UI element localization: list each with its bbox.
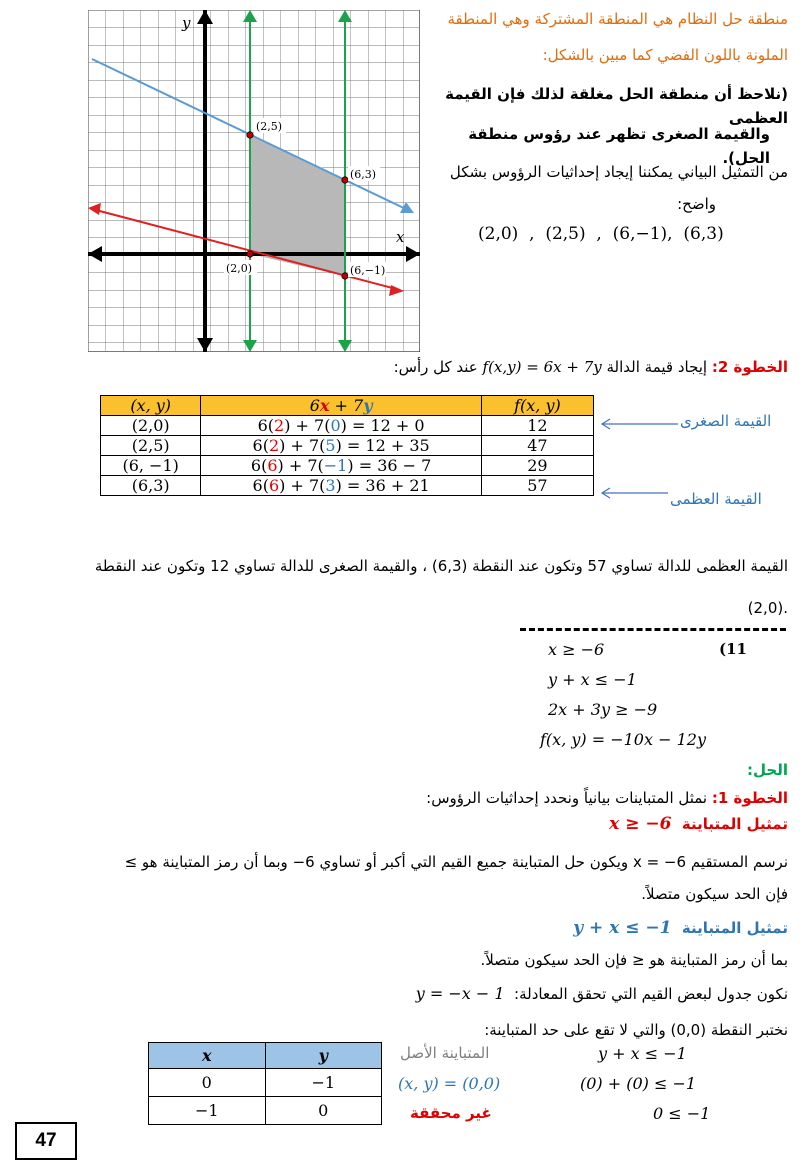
max-arrow-icon: [598, 487, 668, 499]
table-row: [149, 1097, 382, 1125]
false-inequality: 0 ≤ −1: [653, 1104, 711, 1123]
feasible-region-graph: [88, 10, 420, 352]
vertex-label: (6,3): [350, 168, 377, 181]
xy-values-table: [148, 1042, 382, 1125]
intro-text-1: من التمثيل البياني يمكننا إيجاد إحداثيات الرؤوس بشكل: [449, 163, 788, 181]
substitution-inequality: (0) + (0) ≤ −1: [580, 1074, 697, 1093]
table-row: [101, 416, 594, 436]
objective-function: f(x, y) = −10x − 12y: [540, 730, 706, 749]
constraint-1: x ≥ −6: [548, 640, 605, 659]
separator-dashed: [520, 628, 786, 631]
xy-header-y: y: [265, 1043, 382, 1069]
cell-point: (2,0): [101, 416, 201, 436]
col-header-value: f(x, y): [481, 396, 593, 416]
xy-cell: 0: [265, 1097, 382, 1125]
vertex-label: (6,−1): [350, 264, 386, 277]
cell-expression: 6(6) + 7(3) = 36 + 21: [201, 476, 482, 496]
ineq2-math: y + x ≤ −1: [573, 918, 672, 938]
cell-expression: 6(6) + 7(−1) = 36 − 7: [201, 456, 482, 476]
col-header-expression: 6x + 7y: [201, 396, 482, 416]
ineq2-equation: y = −x − 1: [415, 984, 505, 1003]
vertex-values-table: [100, 395, 594, 496]
original-inequality: y + x ≤ −1: [598, 1044, 687, 1063]
min-arrow-icon: [598, 418, 678, 430]
xy-cell: 0: [149, 1069, 266, 1097]
ineq1-text-2: فإن الحد سيكون متصلاً.: [641, 885, 788, 903]
vertices-list: (2,0) , (2,5) , (6,−1), (6,3): [478, 224, 724, 244]
cell-expression: 6(2) + 7(5) = 12 + 35: [201, 436, 482, 456]
test-point-text: نختبر النقطة (0,0) والتي لا تقع على حد المتباينة:: [484, 1021, 788, 1039]
step1-label: الخطوة 1:: [711, 789, 788, 807]
ineq2-label: تمثيل المتباينة: [681, 919, 788, 937]
table-row: [101, 456, 594, 476]
cell-value: 57: [481, 476, 593, 496]
solution-label: الحل:: [747, 761, 788, 779]
problem-number: (11: [719, 640, 747, 658]
false-label: غير محققة: [410, 1104, 492, 1122]
ineq1-label: تمثيل المتباينة: [681, 815, 788, 833]
step1-text: نمثل المتباينات بيانياً ونحدد إحداثيات الرؤوس:: [426, 789, 712, 807]
axis-x-label: x: [396, 228, 405, 246]
table-row: [101, 476, 594, 496]
cell-point: (6, −1): [101, 456, 201, 476]
original-label: المتباينة الأصل: [400, 1044, 490, 1062]
intro-line-2: الملونة باللون الفضي كما مبين بالشكل:: [542, 46, 788, 64]
intro-line-1: منطقة حل النظام هي المنطقة المشتركة وهي المنطقة: [447, 10, 788, 28]
conclusion-line-2: .(2,0): [747, 599, 788, 617]
intro-note-2: والقيمة الصغرى تظهر عند رؤوس منطقة الحل).: [468, 125, 770, 167]
conclusion-line-1: القيمة العظمى للدالة تساوي 57 وتكون عند النقطة (6,3) ، والقيمة الصغرى للدالة تساوي 12 وتكون عند النقطة: [94, 557, 788, 575]
axis-y-label: y: [182, 14, 191, 32]
max-label: القيمة العظمى: [670, 490, 762, 508]
ineq1-math: x ≥ −6: [609, 814, 672, 834]
min-label: القيمة الصغرى: [680, 412, 772, 430]
table-row: [149, 1069, 382, 1097]
cell-value: 47: [481, 436, 593, 456]
col-header-point: (x, y): [101, 396, 201, 416]
intro-text-2: واضح:: [677, 195, 716, 213]
cell-value: 12: [481, 416, 593, 436]
table-row: [101, 436, 594, 456]
ineq2-text-2: نكون جدول لبعض القيم التي تحقق المعادلة:: [514, 985, 788, 1003]
step2-function: f(x,y) = 6x + 7y: [482, 358, 602, 376]
xy-header-x: x: [149, 1043, 266, 1069]
cell-expression: 6(2) + 7(0) = 12 + 0: [201, 416, 482, 436]
vertex-label: (2,0): [226, 262, 253, 275]
substitution-label: (x, y) = (0,0): [398, 1074, 501, 1093]
step2-tail: عند كل رأس:: [393, 358, 483, 376]
cell-value: 29: [481, 456, 593, 476]
ineq2-text-1: بما أن رمز المتباينة هو ≤ فإن الحد سيكون متصلاً.: [480, 951, 788, 969]
page-number: 47: [15, 1122, 77, 1160]
constraint-3: 2x + 3y ≥ −9: [548, 700, 658, 719]
cell-point: (2,5): [101, 436, 201, 456]
step2-label: الخطوة 2:: [711, 358, 788, 376]
ineq1-text-1: نرسم المستقيم x = −6 ويكون حل المتباينة جميع القيم التي أكبر أو تساوي 6− وبما أن رمز المتباينة هو ≥: [124, 853, 788, 871]
step2-text: إيجاد قيمة الدالة: [601, 358, 712, 376]
xy-cell: −1: [149, 1097, 266, 1125]
intro-note-1: (نلاحظ أن منطقة الحل مغلقة لذلك فإن القيمة العظمى: [445, 85, 788, 127]
vertex-label: (2,5): [256, 120, 283, 133]
xy-cell: −1: [265, 1069, 382, 1097]
constraint-2: y + x ≤ −1: [548, 670, 637, 689]
cell-point: (6,3): [101, 476, 201, 496]
